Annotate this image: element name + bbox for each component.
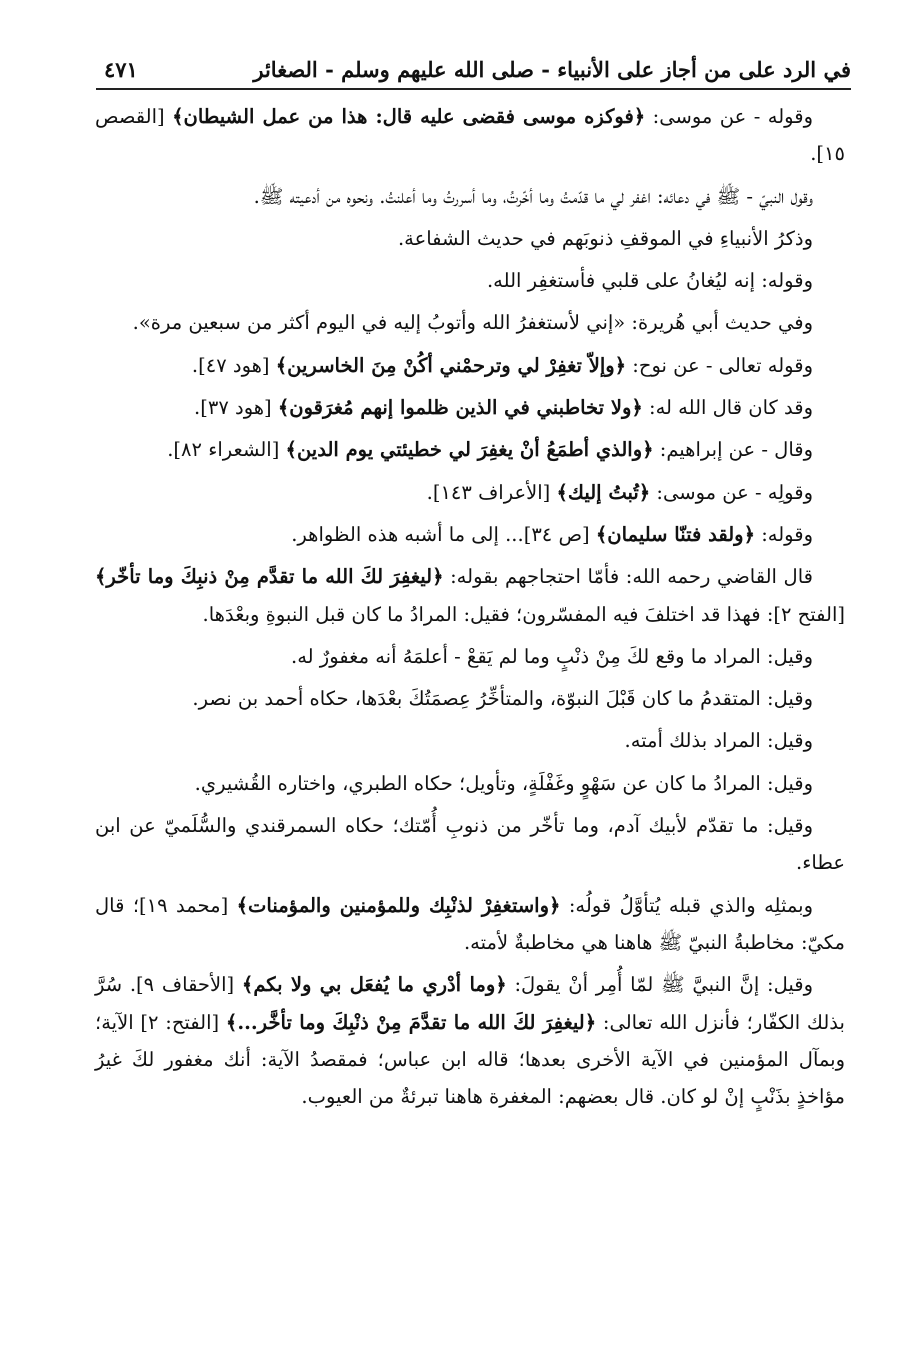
paragraph (95, 516, 845, 553)
body-text (95, 98, 845, 1120)
text-segment: وبمثلِه والذي قبله يُتأوَّلُ قولُه: (560, 893, 814, 917)
text-segment: وقولِه - عن موسى: (650, 480, 813, 504)
paragraph (95, 887, 845, 962)
paragraph (95, 680, 845, 717)
text-segment: وقيل: المرادُ ما كان عن سَهْوٍ وغَفْلَةٍ، وتأويل؛ حكاه الطبري، واختاره القُشيري. (194, 771, 813, 795)
running-title: في الرد على من أجاز على الأنبياء - صلى الله عليهم وسلم - الصغائر (253, 57, 851, 82)
paragraph (95, 304, 845, 341)
paragraph (95, 474, 845, 511)
paragraph (95, 262, 845, 299)
text-segment: وقوله: (755, 522, 813, 546)
paragraph (95, 722, 845, 759)
text-segment: وقوله تعالى - عن نوح: (626, 353, 813, 377)
text-segment: [الفتح ٢]: فهذا قد اختلفَ فيه المفسّرون؛ فقيل: المرادُ ما كان قبل النبوةِ وبعْدَها. (202, 602, 845, 626)
text-segment: [القصص ١٥]. (95, 105, 845, 166)
quran-quote: ﴿واستغفِرْ لذنْبِك وللمؤمنين والمؤمنات﴾ (236, 893, 561, 917)
quran-quote: ﴿وما أدْري ما يُفعَل بي ولا بكم﴾ (241, 973, 507, 997)
text-segment: وقيل: المراد ما وقع لكَ مِنْ ذنْبٍ وما لم يَقعْ - أعلمَهُ أنه مغفورٌ له. (291, 644, 813, 668)
quran-quote: ﴿تُبتُ إليك﴾ (556, 480, 651, 504)
quran-quote: ﴿والذي أطمَعُ أنْ يغفِرَ لي خطيئتي يوم الدين﴾ (285, 438, 654, 462)
paragraph (95, 389, 845, 426)
page-number: ٤٧١ (104, 57, 138, 82)
text-segment: [ص ٣٤]... إلى ما أشبه هذه الظواهر. (291, 522, 596, 546)
paragraph (95, 178, 845, 215)
quran-quote: ﴿ولقد فتنّا سليمان﴾ (595, 522, 756, 546)
text-segment: وقيل: ما تقدّم لأبيك آدم، وما تأخّر من ذنوبِ أُمّتك؛ حكاه السمرقندي والسُّلَميّ عن ابن عطاء. (95, 814, 845, 875)
text-segment: وقيل: المراد بذلك أمته. (624, 729, 813, 753)
text-segment: [الفتح: ٢] الآية؛ وبمآل المؤمنين في الآية الأخرى بعدها؛ قاله ابن عباس؛ فمقصدُ الآية: أنك مغفور لكَ غيرُ مؤاخذٍ بذَنْبٍ إنْ لو كان. قال بعضهم: المغفرة هاهنا تبرئةٌ من العيوب. (95, 1010, 845, 1109)
paragraph (95, 558, 845, 633)
paragraph (95, 431, 845, 468)
paragraph (95, 966, 845, 1115)
paragraph (95, 638, 845, 675)
text-segment: [هود ٤٧]. (191, 353, 276, 377)
text-segment: [هود ٣٧]. (194, 396, 278, 420)
text-segment: وفي حديث أبي هُريرة: «إني لأستغفرُ الله وأتوبُ إليه في اليوم أكثر من سبعين مرة». (132, 311, 813, 335)
paragraph (95, 98, 845, 173)
text-segment: قال القاضي رحمه الله: فأمّا احتجاجهم بقوله: (443, 565, 813, 589)
text-segment: وقال - عن إبراهيم: (653, 438, 813, 462)
paragraph (95, 220, 845, 257)
quran-quote: ﴿ولا تخاطبني في الذين ظلموا إنهم مُغرَقون﴾ (277, 396, 643, 420)
text-segment: [الأعراف ١٤٣]. (426, 480, 557, 504)
text-segment: وقد كان قال الله له: (642, 396, 813, 420)
page-header (96, 40, 851, 90)
paragraph (95, 807, 845, 882)
text-segment: [الشعراء ٨٢]. (167, 438, 286, 462)
paragraph (95, 347, 845, 384)
text-segment: وقوله - عن موسى: (645, 105, 813, 128)
text-segment: وقول النبيّ - ﷺ في دعائه: اغفر لي ما قدّمتُ وما أخّرتُ، وما أسررتُ وما أعلنتُ. ونحوه من أدعيته ﷺ. (253, 184, 813, 208)
text-segment: وذكرُ الأنبياءِ في الموقفِ ذنوبَهم في حديث الشفاعة. (397, 226, 813, 250)
text-segment: [الأحقاف ٩]. سُرَّ بذلك الكفّار؛ فأنزل الله تعالى: (95, 973, 845, 1034)
paragraph (95, 765, 845, 802)
text-segment: وقوله: إنه ليُغانُ على قلبي فأستغفِر الله. (486, 269, 813, 293)
text-segment: [محمد ١٩]؛ قال مكيّ: مخاطبةُ النبيّ ﷺ هاهنا هي مخاطبةٌ لأمته. (95, 893, 845, 954)
quran-quote: ﴿ليغفِرَ لكَ الله ما تقدَّمَ مِنْ ذنْبِكَ وما تأخَّر...﴾ (225, 1010, 597, 1034)
text-segment: وقيل: إنَّ النبيَّ ﷺ لمّا أُمِر أنْ يقولَ: (506, 973, 814, 997)
quran-quote: ﴿وإلاّ تغفِرْ لي وترحمْني أكُنْ مِنَ الخاسرين﴾ (275, 353, 627, 377)
quran-quote: ﴿ليغفِرَ لكَ الله ما تقدَّم مِنْ ذنبِكَ وما تأخّر﴾ (95, 565, 444, 589)
text-segment: وقيل: المتقدمُ ما كان قَبْلَ النبوّة، والمتأخِّرُ عِصمَتُكَ بعْدَها، حكاه أحمد بن نصر. (192, 687, 813, 711)
quran-quote: ﴿فوكزه موسى فقضى عليه قال: هذا من عمل الشيطان﴾ (172, 105, 646, 128)
